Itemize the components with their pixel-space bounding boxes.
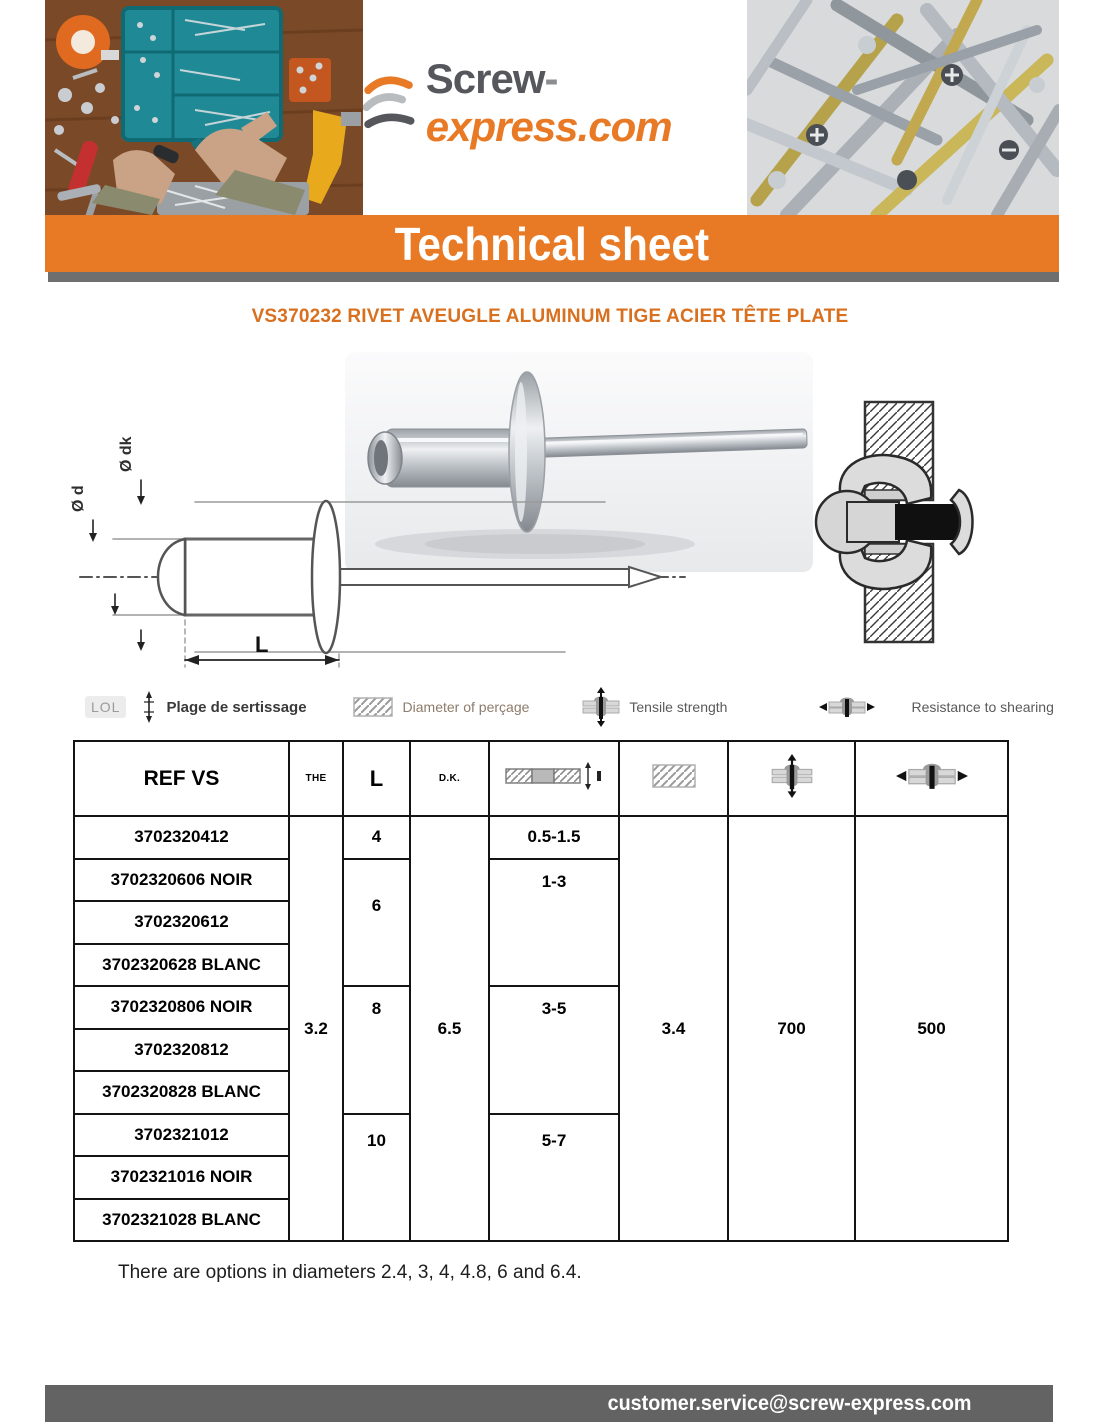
drill-diameter-icon — [652, 764, 696, 788]
dk-cell: 6.5 — [410, 816, 489, 1241]
ref-cell: 3702321012 — [74, 1114, 289, 1157]
ref-cell: 3702320606 NOIR — [74, 859, 289, 902]
tensile-strength-icon — [581, 687, 621, 727]
ref-cell: 3702320612 — [74, 901, 289, 944]
ref-cell: 3702321016 NOIR — [74, 1156, 289, 1199]
header-shear — [855, 741, 1008, 816]
logo-text — [426, 55, 747, 151]
workbench-photo — [45, 0, 363, 215]
screws-photo-art — [747, 0, 1059, 215]
drill-diameter-label: Diameter of perçage — [402, 699, 530, 715]
grip-cell: 5-7 — [489, 1114, 619, 1242]
logo-zone — [363, 0, 747, 215]
rivet-cross-section — [816, 402, 973, 642]
diameter-options-note: There are options in diameters 2.4, 3, 4, 4.8, 6 and 6.4. — [118, 1262, 582, 1283]
l-cell: 10 — [343, 1114, 410, 1242]
footer-bar — [45, 1385, 1053, 1422]
ref-cell: 3702320628 BLANC — [74, 944, 289, 987]
tensile-strength-icon — [770, 750, 814, 802]
grip-range-icon — [504, 761, 604, 791]
table-row — [74, 816, 1008, 859]
header-grip-range — [489, 741, 619, 816]
tensile-strength-label: Tensile strength — [629, 699, 728, 715]
crimp-range-arrow-icon — [142, 690, 156, 724]
ref-cell: 3702320812 — [74, 1029, 289, 1072]
logo-swoosh-icon — [363, 66, 416, 140]
rivet-diagrams-art — [45, 352, 1055, 685]
shear-resistance-icon — [896, 758, 968, 794]
label-length-L: L — [255, 632, 269, 657]
label-diameter-dk: Ø dk — [118, 436, 135, 472]
logo-text-orange: express.com — [425, 102, 672, 150]
legend-row — [45, 686, 1055, 728]
ref-cell: 3702321028 BLANC — [74, 1199, 289, 1242]
l-cell: 6 — [343, 859, 410, 987]
technical-sheet-banner — [45, 215, 1059, 272]
screws-photo — [747, 0, 1059, 215]
workbench-photo-art — [45, 0, 363, 215]
tensile-cell: 700 — [728, 816, 855, 1241]
lol-badge: LOL — [85, 696, 126, 718]
drill-cell: 3.4 — [619, 816, 728, 1241]
header-ref-vs: REF VS — [74, 741, 289, 816]
header-tensile — [728, 741, 855, 816]
shear-resistance-icon — [819, 693, 875, 721]
product-title: VS370232 RIVET AVEUGLE ALUMINUM TIGE ACIER TÊTE PLATE — [251, 306, 849, 327]
banner-title: Technical sheet — [394, 217, 710, 270]
l-cell: 4 — [343, 816, 410, 859]
header-the: THE — [289, 741, 343, 816]
ref-cell: 3702320412 — [74, 816, 289, 859]
banner-underline-strip — [48, 272, 1059, 282]
ref-cell: 3702320828 BLANC — [74, 1071, 289, 1114]
spec-table — [73, 740, 1009, 1242]
shear-resistance-label: Resistance to shearing — [911, 699, 1054, 715]
label-diameter-d: Ø d — [70, 485, 87, 512]
header — [45, 0, 1059, 215]
header-drill-diameter — [619, 741, 728, 816]
grip-cell: 1-3 — [489, 859, 619, 987]
header-l: L — [343, 741, 410, 816]
logo-text-dark: Screw — [425, 54, 545, 102]
crimp-range-label: Plage de sertissage — [166, 698, 307, 716]
diagram-section — [45, 352, 1055, 685]
the-cell: 3.2 — [289, 816, 343, 1241]
shear-cell: 500 — [855, 816, 1008, 1241]
l-cell: 8 — [343, 986, 410, 1114]
logo-text-sep: - — [544, 54, 558, 102]
rivet-photo — [345, 352, 813, 572]
header-dk: D.K. — [410, 741, 489, 816]
table-header-row — [74, 741, 1008, 816]
ref-cell: 3702320806 NOIR — [74, 986, 289, 1029]
screw-express-logo — [363, 55, 747, 151]
footer-email[interactable]: customer.service@screw-express.com — [607, 1391, 972, 1415]
grip-cell: 0.5-1.5 — [489, 816, 619, 859]
grip-cell: 3-5 — [489, 986, 619, 1114]
drill-hatch-icon — [353, 697, 393, 717]
